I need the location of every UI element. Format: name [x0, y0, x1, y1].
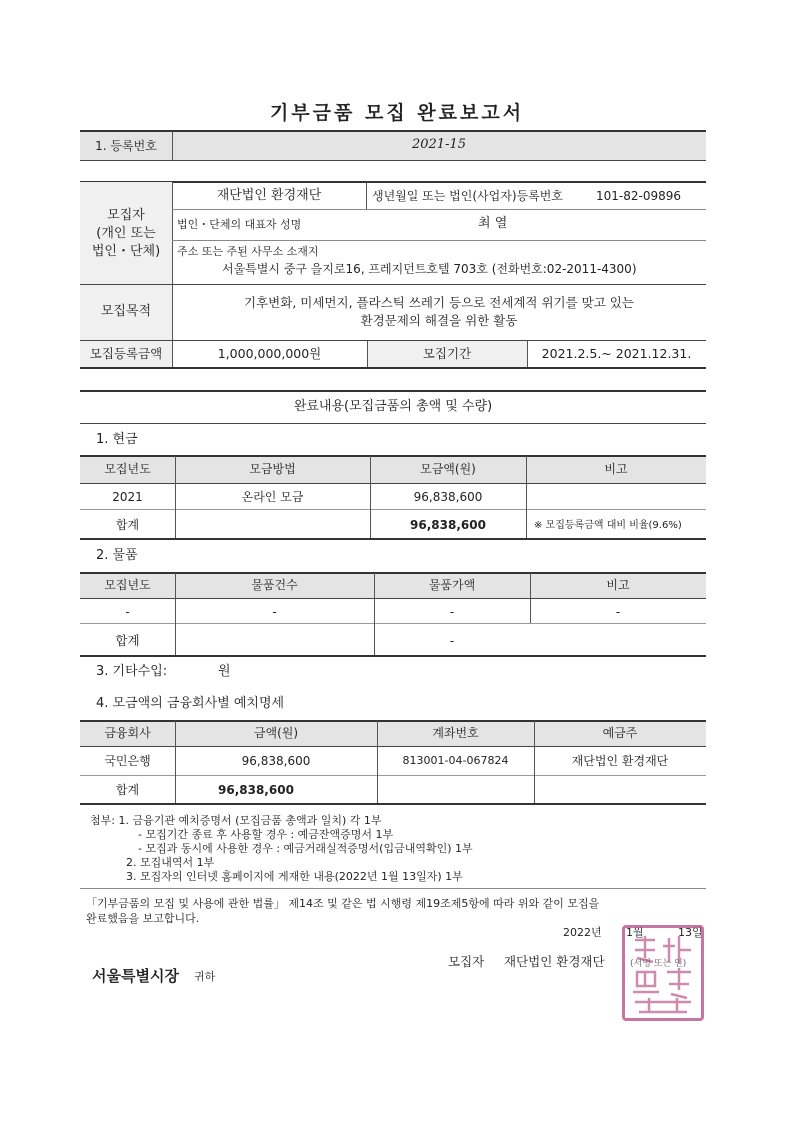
- attachment-line-5: 3. 모집자의 인터넷 홈페이지에 게재한 내용(2022년 1월 13일자) 1부: [126, 870, 463, 883]
- divider: [80, 181, 706, 183]
- divider: [80, 655, 706, 657]
- other-heading: 3. 기타수입:: [96, 664, 168, 679]
- purpose-label: 모집목적: [100, 304, 152, 319]
- divider: [80, 455, 706, 457]
- signer-label: 모집자: [448, 954, 485, 969]
- divider: [80, 130, 706, 132]
- representative-label: 법인・단체의 대표자 성명: [177, 218, 302, 231]
- date-month: 1월: [626, 926, 644, 939]
- goods-col-count: 물품건수: [251, 578, 298, 592]
- recipient-suffix: 귀하: [194, 970, 216, 983]
- divider: [80, 483, 706, 484]
- representative-name: 최 열: [478, 216, 508, 231]
- reg-number: 2021-15: [411, 137, 467, 152]
- divider: [80, 888, 706, 889]
- cash-total: 96,838,600: [410, 518, 486, 532]
- divider: [172, 285, 173, 340]
- document-title: 기부금품 모집 완료보고서: [269, 102, 525, 124]
- statement-line-1: 「기부금품의 모집 및 사용에 관한 법률」 제14조 및 같은 법 시행령 제19조제5항에 따라 위와 같이 모집을: [86, 897, 600, 910]
- goods-cell-note: -: [615, 605, 621, 619]
- cash-cell-amount: 96,838,600: [413, 490, 483, 504]
- divider: [366, 182, 367, 209]
- bank-col-account: 계좌번호: [432, 726, 479, 740]
- divider: [80, 803, 706, 805]
- goods-col-note: 비고: [606, 578, 630, 592]
- recruiter-label-3: 법인・단체): [91, 244, 161, 259]
- sign-note: (서명 또는 인): [630, 959, 687, 969]
- address-label: 주소 또는 주된 사무소 소재지: [177, 245, 319, 258]
- attachment-line-3: - 모집과 동시에 사용한 경우 : 예금거래실적증명서(입금내역확인) 1부: [138, 842, 473, 855]
- cash-total-note: ※ 모집등록금액 대비 비율(9.6%): [534, 520, 682, 531]
- reg-label: 1. 등록번호: [95, 139, 157, 153]
- goods-col-value: 물품가액: [428, 578, 476, 592]
- attachment-line-2: - 모집기간 종료 후 사용할 경우 : 예금잔액증명서 1부: [138, 828, 394, 841]
- divider: [80, 598, 706, 599]
- bank-col-amount: 금액(원): [253, 726, 299, 740]
- divider: [80, 160, 706, 161]
- divider: [80, 538, 706, 540]
- signer-name: 재단법인 환경재단: [504, 954, 605, 969]
- bank-col-holder: 예금주: [602, 726, 638, 740]
- bank-col-institution: 금융회사: [104, 726, 151, 740]
- divider: [80, 720, 706, 722]
- cash-heading: 1. 현금: [96, 432, 138, 447]
- biz-no-label: 생년월일 또는 법인(사업자)등록번호: [372, 189, 563, 203]
- purpose-line-1: 기후변화, 미세먼지, 플라스틱 쓰레기 등으로 전세계적 위기를 맞고 있는: [244, 295, 634, 310]
- address: 서울특별시 중구 을지로16, 프레지던트호텔 703호 (전화번호:02-2011-4300): [222, 262, 637, 276]
- goods-total: -: [449, 634, 455, 648]
- date-year: 2022년: [563, 926, 602, 939]
- recruiter-label-2: (개인 또는: [96, 226, 156, 241]
- cash-total-label: 합계: [115, 518, 140, 532]
- goods-cell-year: -: [125, 605, 130, 619]
- bank-total-label: 합계: [115, 783, 140, 797]
- cash-cell-method: 온라인 모금: [241, 490, 304, 504]
- other-unit: 원: [218, 664, 231, 679]
- recruiter-name: 재단법인 환경재단: [216, 188, 322, 203]
- divider: [80, 509, 706, 510]
- cash-col-amount: 모금액(원): [420, 462, 476, 476]
- completion-header: 완료내용(모집금품의 총액 및 수량): [293, 399, 493, 414]
- period: 2021.2.5.~ 2021.12.31.: [541, 346, 692, 361]
- attachment-line-4: 2. 모집내역서 1부: [126, 856, 215, 869]
- period-label: 모집기간: [422, 346, 472, 361]
- official-seal-stamp: [622, 925, 704, 1021]
- purpose-line-2: 환경문제의 해결을 위한 활동: [360, 313, 518, 328]
- divider: [80, 423, 706, 424]
- divider: [80, 746, 706, 747]
- biz-no: 101-82-09896: [596, 189, 682, 203]
- goods-cell-count: -: [272, 605, 277, 619]
- divider: [80, 390, 706, 392]
- cash-col-year: 모집년도: [104, 462, 151, 476]
- divider: [80, 572, 706, 574]
- bank-cell-account: 813001-04-067824: [402, 754, 509, 767]
- goods-heading: 2. 물품: [96, 548, 138, 563]
- divider: [80, 623, 706, 624]
- recruiter-label-1: 모집자: [107, 208, 145, 223]
- divider: [80, 775, 706, 776]
- bank-cell-institution: 국민은행: [104, 754, 151, 768]
- cash-col-method: 모금방법: [249, 462, 296, 476]
- cash-cell-year: 2021: [112, 490, 143, 504]
- registered-amount: 1,000,000,000원: [217, 346, 322, 361]
- statement-line-2: 완료했음을 보고합니다.: [86, 912, 200, 925]
- date-day: 13일: [678, 926, 703, 939]
- seal-icon: [625, 928, 701, 1018]
- attachment-line-1: 첨부: 1. 금융기관 예치증명서 (모집금품 총액과 일치) 각 1부: [90, 814, 382, 827]
- goods-total-label: 합계: [115, 633, 140, 648]
- bank-heading: 4. 모금액의 금융회사별 예치명세: [96, 696, 285, 711]
- goods-col-year: 모집년도: [104, 578, 151, 592]
- divider: [172, 240, 706, 241]
- divider: [80, 367, 706, 369]
- cash-col-note: 비고: [604, 462, 628, 476]
- divider: [80, 284, 706, 285]
- divider: [172, 209, 706, 210]
- goods-cell-value: -: [449, 605, 455, 619]
- bank-cell-holder: 재단법인 환경재단: [571, 754, 669, 768]
- amount-label: 모집등록금액: [89, 346, 163, 361]
- recipient-name: 서울특별시장: [92, 967, 179, 985]
- bank-total: 96,838,600: [218, 783, 294, 797]
- bank-cell-amount: 96,838,600: [241, 754, 311, 768]
